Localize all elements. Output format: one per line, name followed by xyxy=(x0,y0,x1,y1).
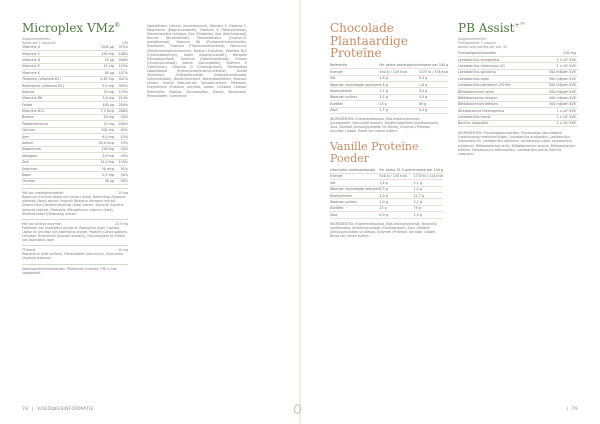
table-row: Lactobacillus salivarius 500 miljoen KVE xyxy=(458,70,576,75)
table-row: Lactobacillus acidophilus 1 x 10⁹ KVE xyxy=(458,57,576,62)
table-row: IJzer 6,0 mg 43% xyxy=(22,134,128,139)
microplex-table xyxy=(22,45,128,186)
table-row: Lactobacillus casei 500 miljoen KVE xyxy=(458,76,576,81)
table-row: Niacine 20 mg 125% xyxy=(22,89,128,94)
table-row: Energie 546 kJ / 130 kcal 1733 kJ / 414 kcal xyxy=(330,174,444,179)
table-row: Vitamine B12 7,2 mcg 288% xyxy=(22,109,128,114)
mix1-text: Basilicum (Ocimum basilicum) extract (blad), Boerenkool (Brassica oleracea) (blad) extract, Broccoli (Brassica oleracea) extract, Groene thee (Camellia sinensis) (blad) extract, Spinazie (Spinacia oleracea) extract, Peterselie (Petroselinum crispum) (blad), Winterkoninkje (Dodonaea) extract xyxy=(22,195,126,216)
table-row: Lactobacillus brevis 1 x 10⁹ KVE xyxy=(458,115,576,120)
tt-row: TT-blend 10 mg xyxy=(22,248,128,253)
table-row: Koolhydraten 3,1 g 9,0 g xyxy=(330,88,448,94)
table-row: Thiamine (vitamine B1) 4,85 mg 441% xyxy=(22,77,128,82)
microplex-ingredients: Ingrediënten: Calcium (Ascorbinezuur), Vitamine E, Vitamine C, Magnesium (Magnesiumoxide), Vitamine A (Retinylacetaat), Microkristallijne cellulose, Zink (Zinkoxide), IJzer (IJzerfumaraat), Niacine (Nicotinamide), Pantotheenzuur (Calcium-D-pantothenaat), Vitamine B6 (Pyridoxinehydrochloride), Riboflavine, Thiamine (Thiaminemononitraat), Foliumzuur (Pteroylmonoglutaminezuur), Biotine (D-biotine), Vitamine B12 (Cyanocobalamine), Koper (Kopergluconaat), Mangaan (Mangaansulfaat), Selenium (Natriumselenaat), Chroom (Chroompicolinaat), Jodium (Kaliumjodide), Vitamine K (Fyllochinon), Vitamine D (Cholecalciferol), Plantaardige capsulewand (Hydroxypropylmethylcellulose), Vulstof (Rijstmeel), Antiklontermiddel (Magnesiumstearaat, Siliciumdioxide), Basilicumextract, Boerenkoolextract, Broccoli-extract, Groene thee-extract, Spinazie-extract, Peterselie, Enzymenmix (Protease, Amylase, Lipase, Cellulase, Lactase, Bromelaïne, Papaïne, Glucoamylase, Fytase), Resveratrol, Pterostilbeen, Quercetine. xyxy=(147,24,247,98)
table-row: Vitamine C 150 mg 188% xyxy=(22,51,128,56)
table-row: Bacillus coagulans 1 x 10⁹ KVE xyxy=(458,121,576,126)
microplex-subtitle: Supplementfeiten Wordt per 2 capsules %RI xyxy=(22,36,128,45)
microplex-section xyxy=(22,22,128,275)
table-row: Selenium 50 mcg 91% xyxy=(22,166,128,171)
table-row: Waarvan verzadigde vetzuren 0,3 g 1,0 g xyxy=(330,186,443,192)
table-row: Waarvan suikers 1,5 g 4,4 g xyxy=(330,94,448,100)
mix2-row: Mix van actieve enzymen 22,5 mg xyxy=(22,221,128,226)
page-spine xyxy=(299,0,301,424)
pbassist-table xyxy=(458,51,578,128)
microplex-title: Microplex VMz® xyxy=(22,21,121,35)
table-row: Energie 540 kJ / 129 kcal 1573 kJ / 376 kcal xyxy=(330,69,449,74)
footer-right: | 79 xyxy=(566,407,578,412)
table-row: Koolhydraten 4,0 g 12,7 g xyxy=(330,192,443,198)
vanilla-table: Informatie voedingswaarde Per portie 31,5 gram Inname per 100 g Energie 546 kJ / 130 kcal 1733 kJ / 414 kcal Vet 1,6 g 5,1 g Waarvan verzadigde vetzuren 0,3 g 1,0 g Koolhydraten 4,0 g 12,7 g Waarvan suikers 1,0 g 3,2 g Eiwitten 25 g 79 g Zout 0,9 g 2,9 g xyxy=(330,167,444,217)
table-row: Chroom 36 µg 90% xyxy=(22,179,128,184)
table-row: Eiwitten 24 g 69 g xyxy=(330,101,448,107)
footer-left: 78 | VOEDINGSINFORMATIE xyxy=(22,407,94,412)
table-row: Calcium 500 mg 63% xyxy=(22,128,128,133)
table-row: Vitamine A 7500 µg 375% xyxy=(22,45,128,50)
table-row: Riboflavine (vitamine B2) 5,5 mg 393% xyxy=(22,83,128,88)
chocolate-title: Chocolade Plantaardige Proteïne xyxy=(330,21,408,61)
table-row: Streptococcus thermophilus 1 x 10⁹ KVE xyxy=(458,108,576,113)
chocolate-table: Referentie Per portie voedingsbron Inname per 100 g Energie 540 kJ / 129 kcal 1573 kJ / 376 kcal Vet 1,8 g 5,4 g Waarvan verzadigde vetzuren 0,6 g 1,6 g Koolhydraten 3,1 g 9,0 g Waarvan suikers 1,5 g 4,4 g Eiwitten 24 g 69 g Zout 1,5 g 4,4 g xyxy=(330,63,449,113)
table-row: Eiwitten 25 g 79 g xyxy=(330,205,443,211)
pbassist-section xyxy=(458,22,578,156)
table-row: Vet 1,6 g 5,1 g xyxy=(330,180,443,186)
vanilla-title: Vanille Proteïne Poeder xyxy=(330,140,419,165)
mix2-text: Proteasen van Aspergillus oryzae en Aspergillus niger, Lactase, Lipase en Amylase van Aspergillus oryzae, Papaïne (Carica papaya), Cellulase, Bromelaïne (Ananas comosus), Glucoamylase en Fytase van Aspergillus niger xyxy=(22,225,128,243)
pbassist-subtitle: Supplementfeiten Portiegrootte: 1 capsule Aantal keer porties per pot: 30 xyxy=(458,36,507,49)
table-row: Lactobacillus rhamnosus GG 1 x 10⁹ KVE xyxy=(458,63,576,68)
table-row: Jodium 50,0 mcg 33% xyxy=(22,141,128,146)
table-row: Fructooligosacchariden 450 mg xyxy=(458,51,576,56)
leaf-logo-icon xyxy=(294,404,301,414)
table-row: Koper 0,5 mg 50% xyxy=(22,173,128,177)
table-row: Magnesium 150 mg 40% xyxy=(22,147,128,152)
chocolate-ingredients: INGREDIËNTEN: Erwteneiwitisolaat, Rijst-eiwitconcentraat, Cacaopoeder, Natuurlijke aroma's, Verdikkingsmiddel (Xanthaangom), Zout, Zoetstof (Steviolglycosiden uit Stevia), Enzymen (Protease, Amylase, Lipase). Bevat van nature suikers. xyxy=(330,116,440,134)
table-row: Vitamine E 15 mg 125% xyxy=(22,64,128,69)
pbassist-ingredients: INGREDIËNTEN: Fructooligosacchariden, Plantaardige capsulewand (Hydroxypropylmethylcellulose), Lactobacillus acidophilus, Lactobacillus rhamnosus GG, Lactobacillus salivarius, Lactobacillus casei, Lactobacillus plantarum, Bifidobacterium lactis, Bifidobacterium longum, Bifidobacterium bifidum, Streptococcus thermophilus, Lactobacillus brevis, Bacillus coagulans. xyxy=(458,131,576,156)
table-row: Mangaan 0,9 mg 45% xyxy=(22,153,128,158)
table-row: Bifidobacterium lactis 500 miljoen KVE xyxy=(458,89,576,94)
table-row: Vitamine B6 3,0 mg 214% xyxy=(22,96,128,101)
vanilla-ingredients: INGREDIËNTEN: Erwteneiwitisolaat, Rijst-eiwitconcentraat, Natuurlijk vanillearoma, Verdikkingsmiddel (Xanthaangom), Zout, Zoetstof (Steviolglycosiden uit Stevia), Enzymen (Protease, Amylase, Lipase). Bevat van nature suikers. xyxy=(330,221,437,238)
table-row: Lactobacillus plantarum LP299v 500 miljoen KVE xyxy=(458,83,576,88)
pbassist-title: PB Assist+™ xyxy=(458,21,526,35)
table-row: Biotine 20 mg 40% xyxy=(22,115,128,120)
table-row: Folaat 400 µg 200% xyxy=(22,102,128,107)
table-row: Waarvan suikers 1,0 g 3,2 g xyxy=(330,199,443,205)
table-row: Zout 0,9 g 2,9 g xyxy=(330,212,443,218)
table-row: Zout 1,5 g 4,4 g xyxy=(330,107,448,113)
table-row: Zink 12,0 mg 120% xyxy=(22,160,128,165)
table-row: Bifidobacterium bifidum 500 miljoen KVE xyxy=(458,102,576,107)
table-row: Bifidobacterium longum 500 miljoen KVE xyxy=(458,95,576,100)
protein-section xyxy=(330,21,449,238)
table-row: Pantotheenzuur 12 mg 200% xyxy=(22,121,128,126)
table-row: Vitamine K 80 µg 107% xyxy=(22,70,128,75)
tt-text: Resveratrol (Vitis vinifera), Pterostilbeen (Vaccinium), Quercetine (Sophora japonica) xyxy=(22,252,123,261)
table-row: Vet 1,8 g 5,4 g xyxy=(330,75,448,81)
table-row: Waarvan verzadigde vetzuren 0,6 g 1,6 g xyxy=(330,81,448,87)
table-row: Vitamine D 20 µg 400% xyxy=(22,57,128,62)
microplex-footnote: Voedingsreferentiewaarden. *Referentie innames. **RI is niet vastgesteld. xyxy=(22,266,117,275)
mix1-row: Mix van voedingsmiddelen 15 mg xyxy=(22,191,128,196)
